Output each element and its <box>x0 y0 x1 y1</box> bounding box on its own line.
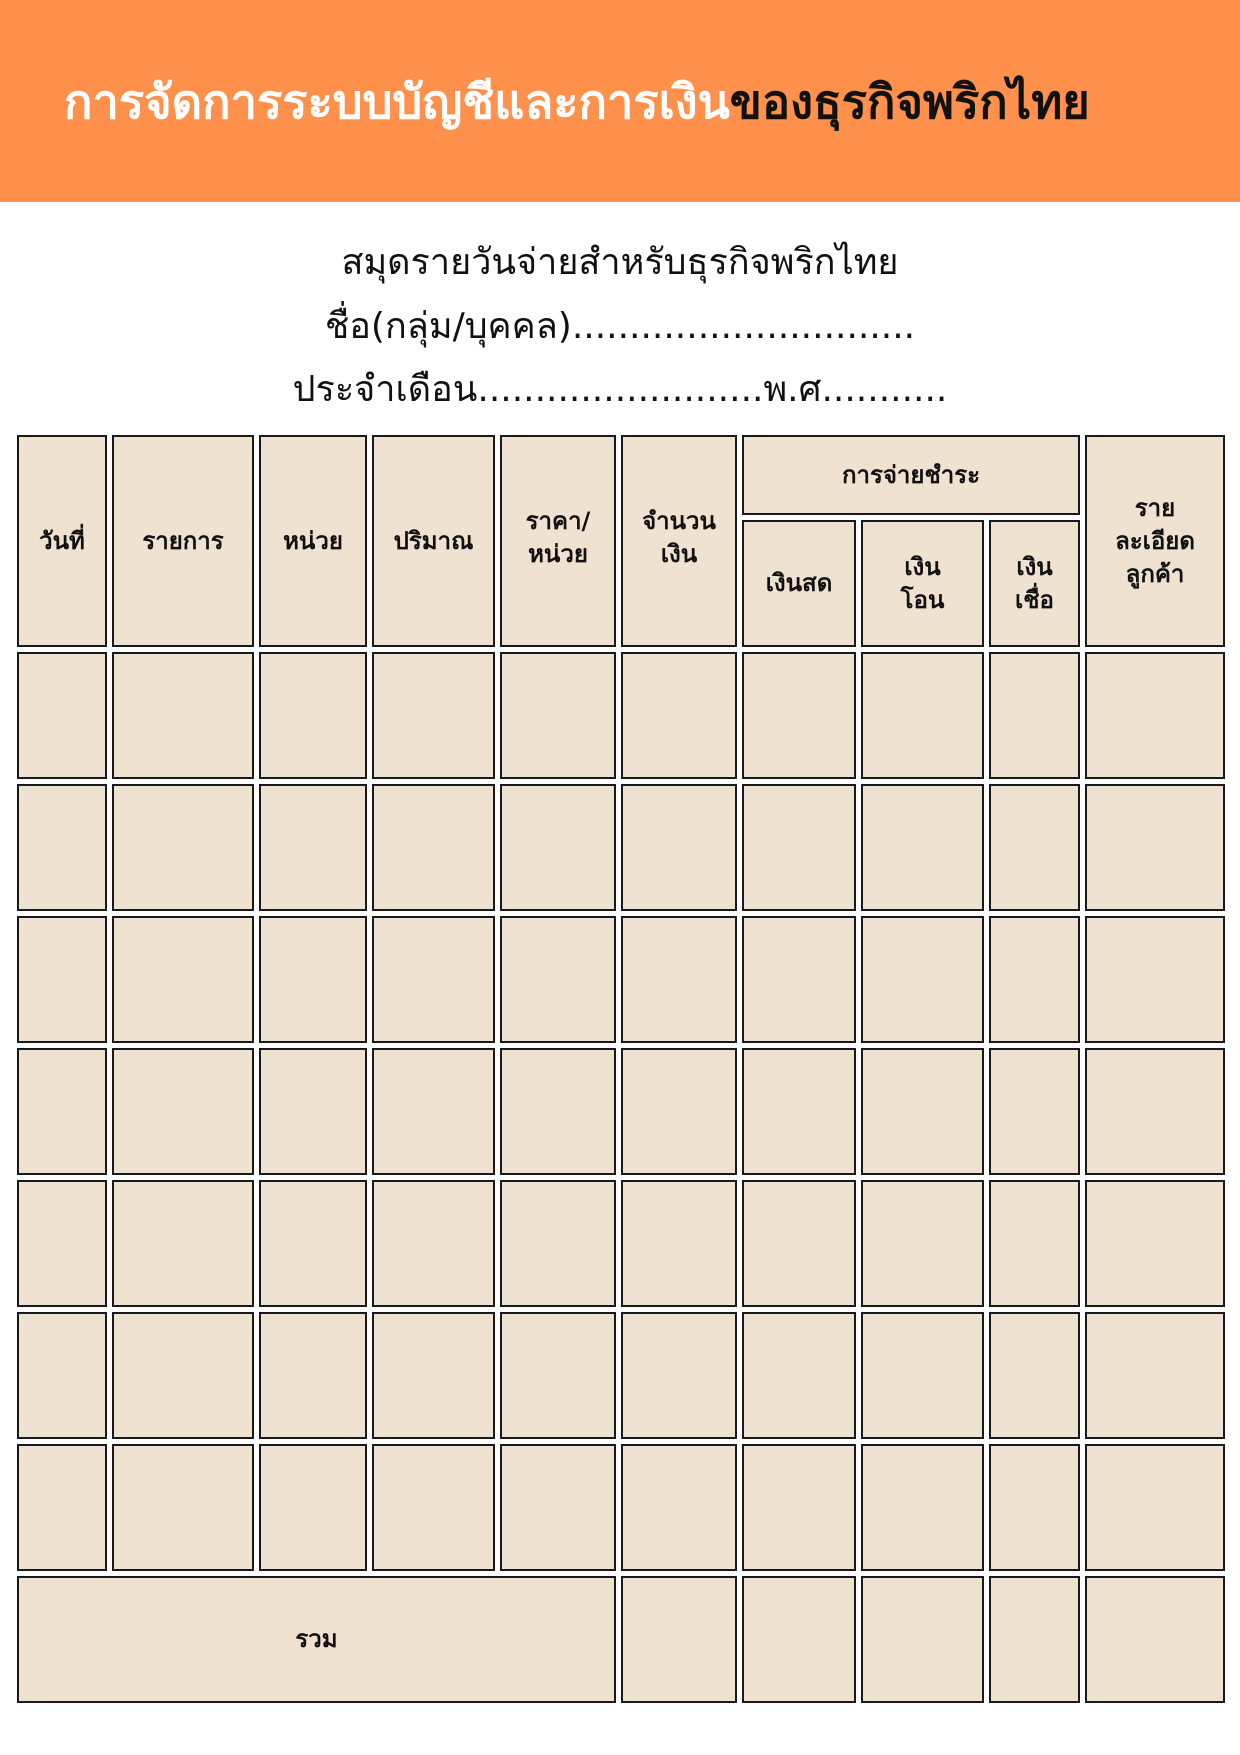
header-item: รายการ <box>112 435 254 647</box>
entry-cell-amount[interactable] <box>621 1444 737 1571</box>
total-cell-amount[interactable] <box>621 1576 737 1703</box>
entry-cell-cash[interactable] <box>742 652 856 779</box>
header-quantity: ปริมาณ <box>372 435 495 647</box>
entry-cell-item[interactable] <box>112 652 254 779</box>
entry-cell-customer-detail[interactable] <box>1085 652 1225 779</box>
entry-cell-amount[interactable] <box>621 916 737 1043</box>
header-banner <box>0 0 1240 202</box>
entry-cell-credit[interactable] <box>989 1048 1080 1175</box>
header-price-per-unit: ราคา/ หน่วย <box>500 435 616 647</box>
header-amount: จำนวน เงิน <box>621 435 737 647</box>
entry-cell-quantity[interactable] <box>372 1444 495 1571</box>
entry-cell-date[interactable] <box>17 1312 107 1439</box>
entry-cell-customer-detail[interactable] <box>1085 916 1225 1043</box>
entry-cell-amount[interactable] <box>621 1312 737 1439</box>
entry-cell-price-per-unit[interactable] <box>500 1312 616 1439</box>
entry-cell-unit[interactable] <box>259 784 367 911</box>
entry-cell-unit[interactable] <box>259 1444 367 1571</box>
entry-cell-unit[interactable] <box>259 916 367 1043</box>
entry-cell-cash[interactable] <box>742 1048 856 1175</box>
header-unit: หน่วย <box>259 435 367 647</box>
entry-cell-unit[interactable] <box>259 652 367 779</box>
header-payment-group: การจ่ายชำระ <box>742 435 1080 515</box>
entry-cell-transfer[interactable] <box>861 1312 984 1439</box>
entry-cell-transfer[interactable] <box>861 1444 984 1571</box>
entry-cell-item[interactable] <box>112 1180 254 1307</box>
entry-cell-customer-detail[interactable] <box>1085 1312 1225 1439</box>
entry-cell-credit[interactable] <box>989 1444 1080 1571</box>
entry-cell-date[interactable] <box>17 1444 107 1571</box>
entry-cell-unit[interactable] <box>259 1048 367 1175</box>
entry-cell-quantity[interactable] <box>372 916 495 1043</box>
entry-cell-credit[interactable] <box>989 652 1080 779</box>
month-year-field-line: ประจำเดือน.........................พ.ศ........... <box>292 369 948 410</box>
entry-cell-date[interactable] <box>17 916 107 1043</box>
entry-cell-credit[interactable] <box>989 1312 1080 1439</box>
entry-cell-date[interactable] <box>17 652 107 779</box>
total-cell-transfer[interactable] <box>861 1576 984 1703</box>
entry-cell-transfer[interactable] <box>861 652 984 779</box>
entry-cell-item[interactable] <box>112 784 254 911</box>
entry-cell-customer-detail[interactable] <box>1085 784 1225 911</box>
entry-cell-quantity[interactable] <box>372 784 495 911</box>
entry-cell-price-per-unit[interactable] <box>500 1048 616 1175</box>
entry-cell-date[interactable] <box>17 1048 107 1175</box>
total-label: รวม <box>17 1576 616 1703</box>
ledger-table <box>17 435 1221 1691</box>
entry-cell-credit[interactable] <box>989 784 1080 911</box>
entry-cell-customer-detail[interactable] <box>1085 1048 1225 1175</box>
entry-cell-price-per-unit[interactable] <box>500 652 616 779</box>
entry-cell-transfer[interactable] <box>861 916 984 1043</box>
header-credit: เงิน เชื่อ <box>989 520 1080 647</box>
entry-cell-amount[interactable] <box>621 784 737 911</box>
entry-cell-date[interactable] <box>17 1180 107 1307</box>
entry-cell-customer-detail[interactable] <box>1085 1444 1225 1571</box>
entry-cell-item[interactable] <box>112 1312 254 1439</box>
entry-cell-price-per-unit[interactable] <box>500 784 616 911</box>
entry-cell-amount[interactable] <box>621 1180 737 1307</box>
entry-cell-amount[interactable] <box>621 1048 737 1175</box>
entry-cell-credit[interactable] <box>989 916 1080 1043</box>
entry-cell-price-per-unit[interactable] <box>500 916 616 1043</box>
header-cash: เงินสด <box>742 520 856 647</box>
total-cell-cash[interactable] <box>742 1576 856 1703</box>
page-title <box>64 68 1090 138</box>
entry-cell-credit[interactable] <box>989 1180 1080 1307</box>
entry-cell-unit[interactable] <box>259 1180 367 1307</box>
header-date: วันที่ <box>17 435 107 647</box>
entry-cell-item[interactable] <box>112 916 254 1043</box>
entry-cell-item[interactable] <box>112 1048 254 1175</box>
ledger-title: สมุดรายวันจ่ายสำหรับธุรกิจพริกไทย <box>341 242 899 283</box>
name-field-line: ชื่อ(กลุ่ม/บุคคล).............................. <box>324 306 916 347</box>
entry-cell-item[interactable] <box>112 1444 254 1571</box>
entry-cell-transfer[interactable] <box>861 784 984 911</box>
page-title-part1: การจัดการระบบบัญชีและการเงิน <box>64 75 730 130</box>
total-cell-customer-detail[interactable] <box>1085 1576 1225 1703</box>
header-customer-detail: ราย ละเอียด ลูกค้า <box>1085 435 1225 647</box>
entry-cell-transfer[interactable] <box>861 1180 984 1307</box>
total-cell-credit[interactable] <box>989 1576 1080 1703</box>
entry-cell-quantity[interactable] <box>372 1048 495 1175</box>
entry-cell-quantity[interactable] <box>372 1312 495 1439</box>
entry-cell-price-per-unit[interactable] <box>500 1444 616 1571</box>
entry-cell-amount[interactable] <box>621 652 737 779</box>
entry-cell-cash[interactable] <box>742 784 856 911</box>
entry-cell-quantity[interactable] <box>372 1180 495 1307</box>
entry-cell-cash[interactable] <box>742 1180 856 1307</box>
entry-cell-customer-detail[interactable] <box>1085 1180 1225 1307</box>
entry-cell-cash[interactable] <box>742 1312 856 1439</box>
entry-cell-price-per-unit[interactable] <box>500 1180 616 1307</box>
entry-cell-cash[interactable] <box>742 1444 856 1571</box>
entry-cell-cash[interactable] <box>742 916 856 1043</box>
entry-cell-quantity[interactable] <box>372 652 495 779</box>
entry-cell-unit[interactable] <box>259 1312 367 1439</box>
entry-cell-transfer[interactable] <box>861 1048 984 1175</box>
header-transfer: เงิน โอน <box>861 520 984 647</box>
page-title-part2: ของธุรกิจพริกไทย <box>729 75 1090 130</box>
entry-cell-date[interactable] <box>17 784 107 911</box>
